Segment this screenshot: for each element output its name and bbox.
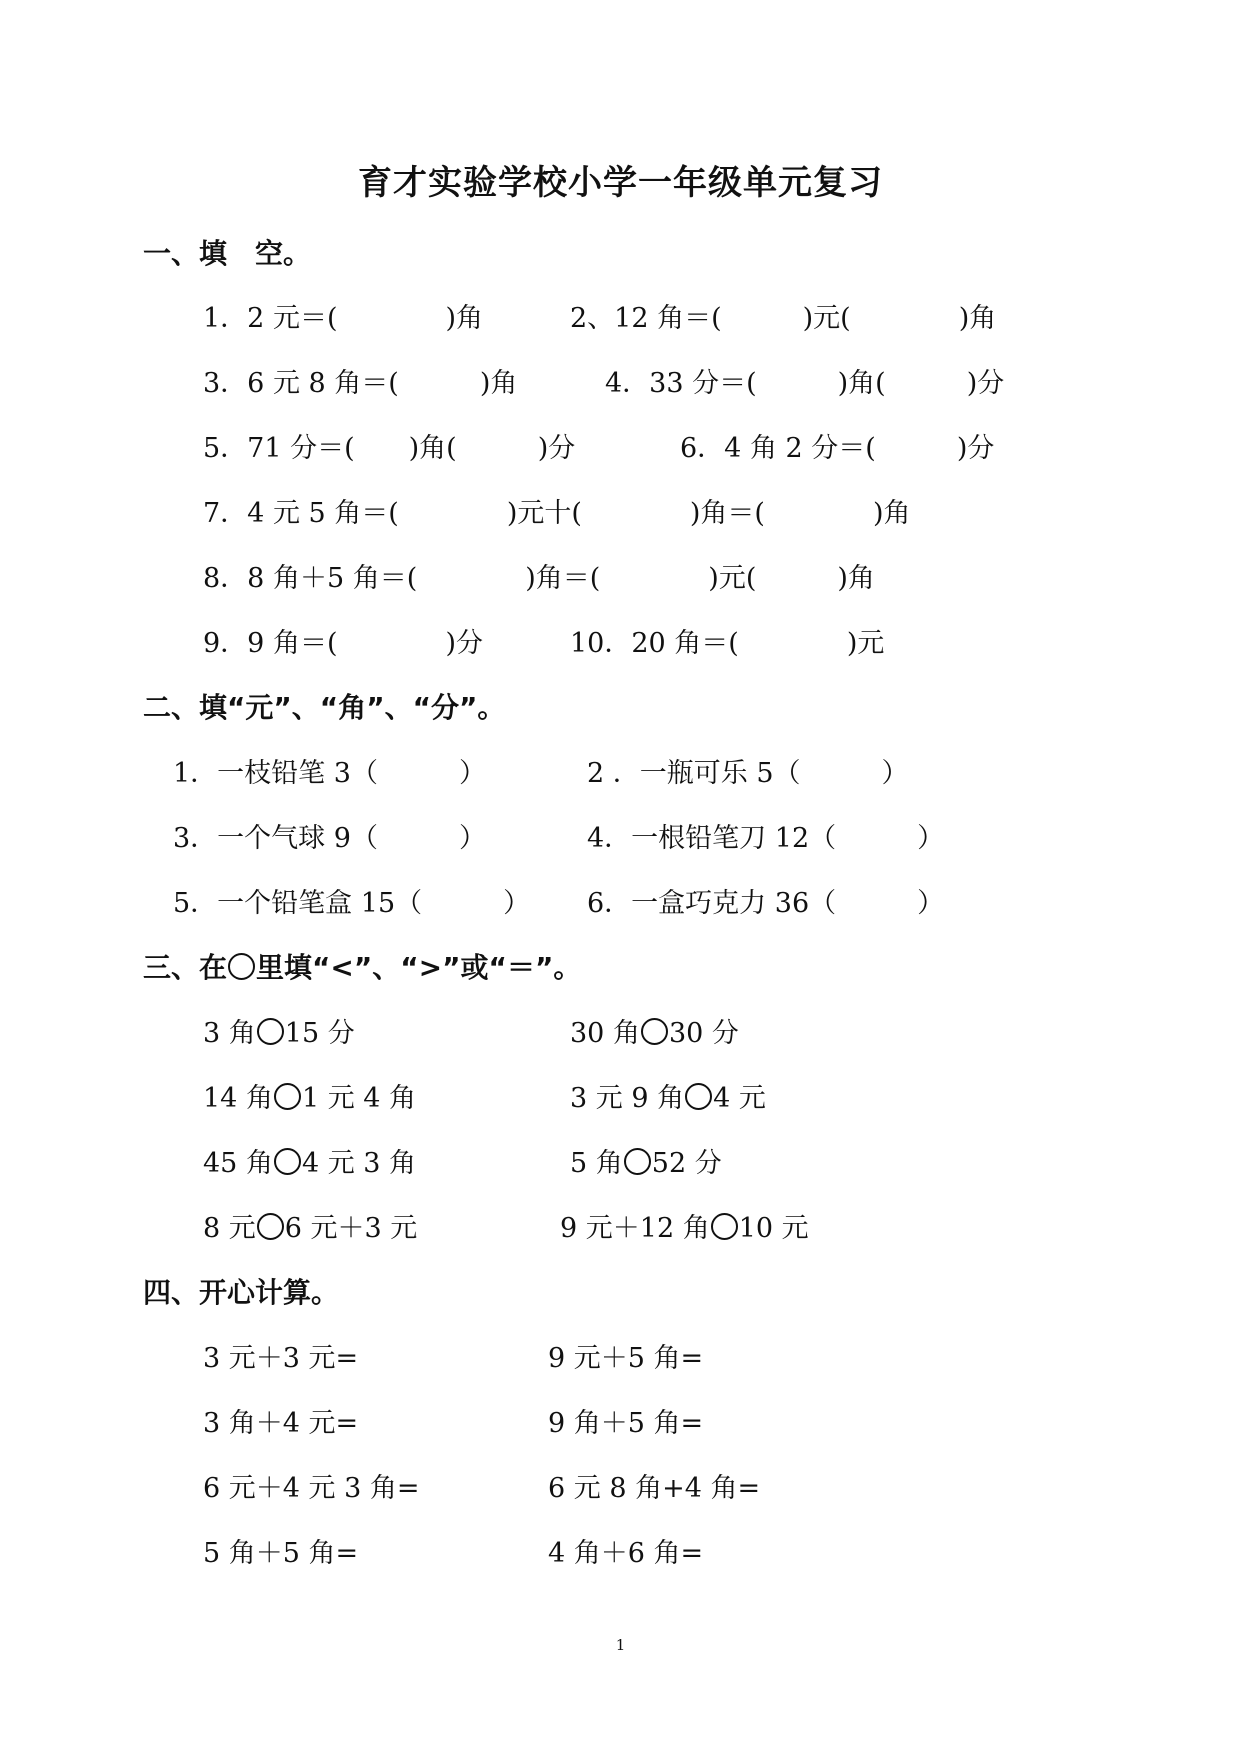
compare-item-5 <box>203 1141 416 1180</box>
calc-item-6: 6 元 8 角+4 角= <box>548 1473 761 1504</box>
unit-item-2: 2 ．一瓶可乐 5（ ） <box>587 758 909 789</box>
calc-item-5: 6 元＋4 元 3 角= <box>203 1473 420 1504</box>
circle-icon <box>257 1213 284 1240</box>
circle-icon <box>274 1148 301 1175</box>
fill-item-6: 6．4 角 2 分＝( )分 <box>680 433 995 464</box>
compare-left: 14 角 <box>203 1083 273 1114</box>
section-2-heading: 二、填“元”、“角”、“分”。 <box>143 691 506 724</box>
circle-icon <box>228 953 255 980</box>
compare-right: 1 元 4 角 <box>301 1083 417 1114</box>
section-1-heading: 一、填 空。 <box>143 237 312 270</box>
compare-item-3 <box>203 1076 416 1115</box>
compare-right: 10 元 <box>738 1213 809 1244</box>
calc-item-1: 3 元＋3 元= <box>203 1343 359 1374</box>
unit-item-6: 6．一盒巧克力 36（ ） <box>587 888 945 919</box>
compare-right: 52 分 <box>651 1148 722 1179</box>
fill-item-10: 10．20 角＝( )元 <box>570 628 885 659</box>
calc-item-7: 5 角＋5 角= <box>203 1538 359 1569</box>
unit-item-3: 3．一个气球 9（ ） <box>173 823 486 854</box>
calc-item-2: 9 元＋5 角= <box>548 1343 704 1374</box>
fill-item-9: 9．9 角＝( )分 <box>203 628 484 659</box>
compare-right: 4 元 3 角 <box>301 1148 417 1179</box>
section-3-heading-start: 三、在 <box>143 951 228 984</box>
compare-left: 8 元 <box>203 1213 256 1244</box>
compare-item-4 <box>570 1076 766 1115</box>
compare-item-1 <box>203 1011 355 1050</box>
compare-item-2 <box>570 1011 739 1050</box>
circle-icon <box>624 1148 651 1175</box>
page-number: 1 <box>615 1636 626 1654</box>
compare-right: 30 分 <box>668 1018 739 1049</box>
page-title: 育才实验学校小学一年级单元复习 <box>358 163 883 203</box>
section-3-heading <box>143 946 581 986</box>
compare-right: 4 元 <box>713 1083 766 1114</box>
compare-left: 3 角 <box>203 1018 256 1049</box>
compare-item-7 <box>203 1206 417 1245</box>
circle-icon <box>685 1083 712 1110</box>
compare-right: 15 分 <box>284 1018 355 1049</box>
fill-item-7: 7．4 元 5 角＝( )元十( )角＝( )角 <box>203 498 911 529</box>
compare-left: 3 元 9 角 <box>570 1083 685 1114</box>
section-3-heading-end: 里填“<”、“>”或“＝”。 <box>256 951 582 984</box>
fill-item-3: 3．6 元 8 角＝( )角 <box>203 368 518 399</box>
fill-item-2: 2、12 角＝( )元( )角 <box>570 303 997 334</box>
section-4-heading: 四、开心计算。 <box>143 1276 340 1309</box>
unit-item-4: 4．一根铅笔刀 12（ ） <box>587 823 945 854</box>
circle-icon <box>711 1213 738 1240</box>
circle-icon <box>257 1018 284 1045</box>
compare-right: 6 元＋3 元 <box>284 1213 418 1244</box>
compare-left: 5 角 <box>570 1148 623 1179</box>
calc-item-3: 3 角＋4 元= <box>203 1408 359 1439</box>
calc-item-8: 4 角＋6 角= <box>548 1538 704 1569</box>
circle-icon <box>274 1083 301 1110</box>
calc-item-4: 9 角＋5 角= <box>548 1408 704 1439</box>
compare-item-6 <box>570 1141 722 1180</box>
fill-item-5: 5．71 分＝( )角( )分 <box>203 433 576 464</box>
unit-item-5: 5．一个铅笔盒 15（ ） <box>173 888 531 919</box>
compare-left: 30 角 <box>570 1018 640 1049</box>
compare-left: 45 角 <box>203 1148 273 1179</box>
circle-icon <box>641 1018 668 1045</box>
fill-item-1: 1．2 元＝( )角 <box>203 303 484 334</box>
compare-left: 9 元＋12 角 <box>560 1213 710 1244</box>
unit-item-1: 1．一枝铅笔 3（ ） <box>173 758 486 789</box>
compare-item-8 <box>560 1206 809 1245</box>
fill-item-8: 8．8 角＋5 角＝( )角＝( )元( )角 <box>203 563 875 594</box>
fill-item-4: 4．33 分＝( )角( )分 <box>605 368 1005 399</box>
